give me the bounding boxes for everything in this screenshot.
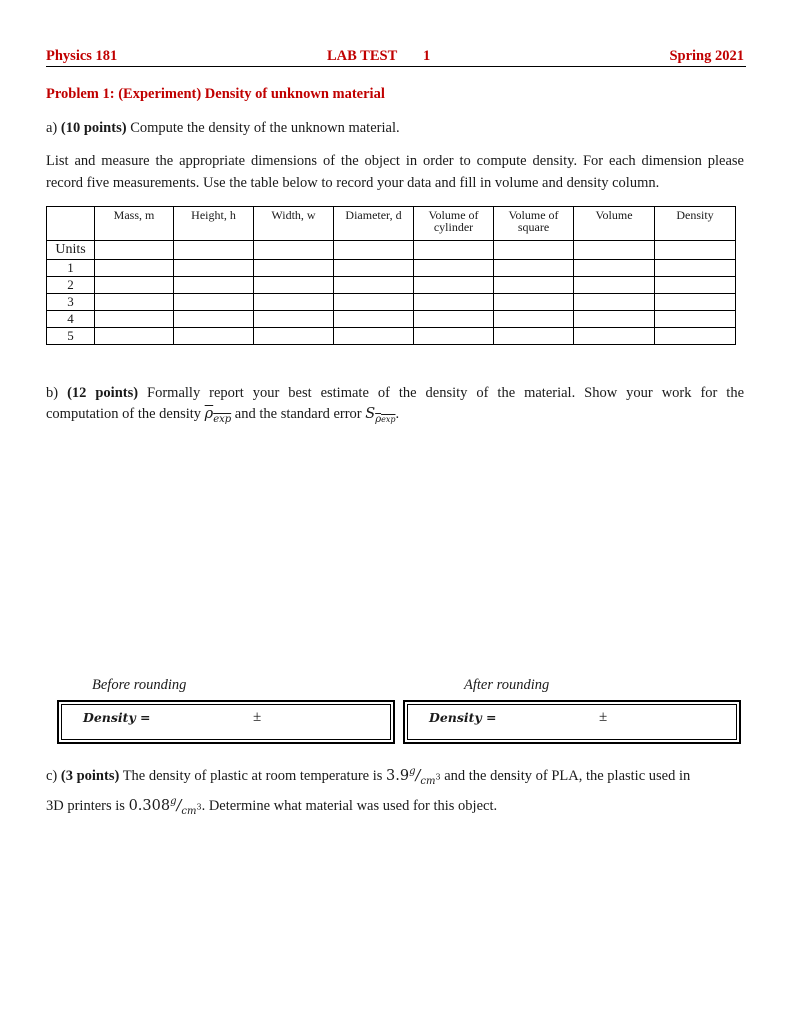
part-c-line1: [46, 766, 690, 787]
data-entry-cell[interactable]: [574, 277, 655, 294]
table-header-cell: Mass, m: [95, 207, 174, 241]
data-entry-cell[interactable]: [494, 260, 574, 277]
data-entry-cell[interactable]: [414, 328, 494, 345]
data-entry-cell[interactable]: [254, 277, 334, 294]
data-entry-cell[interactable]: [574, 260, 655, 277]
data-entry-cell[interactable]: [655, 294, 736, 311]
row-label-cell: 4: [47, 311, 95, 328]
data-entry-cell[interactable]: [655, 328, 736, 345]
unit-denominator: cm: [420, 775, 436, 787]
table-row: [47, 328, 736, 345]
data-entry-cell[interactable]: [574, 241, 655, 260]
part-b-points: (12 points): [67, 385, 139, 401]
rho-subscript: exp: [213, 413, 232, 425]
measurement-table: [46, 206, 736, 345]
part-c-label: c): [46, 767, 58, 784]
rho-symbol-sub: ρ: [375, 413, 382, 425]
part-b-line2: [46, 406, 399, 425]
data-entry-cell[interactable]: [174, 241, 254, 260]
table-row: [47, 311, 736, 328]
rho-exp-symbol: [204, 406, 232, 425]
table-header-cell: Height, h: [174, 207, 254, 241]
data-entry-cell[interactable]: [174, 311, 254, 328]
row-label-cell: 3: [47, 294, 95, 311]
data-entry-cell[interactable]: [414, 311, 494, 328]
after-rounding-caption: After rounding: [464, 677, 550, 693]
table-header-cell: Volume of square: [494, 207, 574, 241]
table-header-cell: Width, w: [254, 207, 334, 241]
part-c-line2: 3D printers is $0.308^g/_{cm^3}$. Determine what material was used for this object.: [46, 796, 498, 817]
row-label-cell: Units: [47, 241, 95, 260]
data-entry-cell[interactable]: [254, 311, 334, 328]
data-entry-cell[interactable]: [494, 328, 574, 345]
data-entry-cell[interactable]: [334, 277, 414, 294]
part-a-text: Compute the density of the unknown material.: [130, 120, 400, 136]
density-label: Density =: [429, 710, 497, 725]
test-title: LAB TEST: [327, 48, 398, 64]
data-entry-cell[interactable]: [655, 311, 736, 328]
data-entry-cell[interactable]: [494, 311, 574, 328]
part-a-points: (10 points): [60, 120, 127, 136]
unit-exponent: 3: [196, 802, 202, 812]
part-a-instructions-1: List and measure the appropriate dimensions of the object in order to compute density. For each dimension please: [46, 153, 744, 169]
part-a-label: a): [46, 120, 58, 136]
data-entry-cell[interactable]: [95, 277, 174, 294]
data-entry-cell[interactable]: [655, 241, 736, 260]
row-label-cell: 1: [47, 260, 95, 277]
data-entry-cell[interactable]: [574, 311, 655, 328]
data-entry-cell[interactable]: [494, 277, 574, 294]
part-c-text-2: 3D printers is: [46, 797, 125, 814]
data-entry-cell[interactable]: [334, 328, 414, 345]
table-row: [47, 277, 736, 294]
data-entry-cell[interactable]: [655, 260, 736, 277]
unit-numerator: g: [409, 766, 416, 777]
data-entry-cell[interactable]: [494, 241, 574, 260]
data-entry-cell[interactable]: [254, 241, 334, 260]
data-entry-cell[interactable]: [494, 294, 574, 311]
row-label-cell: 2: [47, 277, 95, 294]
density-label: Density =: [83, 710, 151, 725]
data-entry-cell[interactable]: [95, 311, 174, 328]
data-entry-cell[interactable]: [254, 294, 334, 311]
rho-symbol: ρ: [204, 406, 214, 422]
plastic-density-value: 3.9: [386, 767, 410, 784]
data-entry-cell[interactable]: [95, 328, 174, 345]
table-row: [47, 260, 736, 277]
part-b-period: .: [395, 406, 400, 422]
part-c-question: Determine what material was used for this object.: [208, 797, 498, 814]
part-b-text-3: and the standard error: [234, 406, 362, 422]
table-header-cell: Diameter, d: [334, 207, 414, 241]
unit-numerator: g: [170, 796, 177, 807]
data-entry-cell[interactable]: [334, 311, 414, 328]
table-row: [47, 241, 736, 260]
part-b-text: Formally report your best estimate of the density of the material. Show your work for the: [147, 385, 745, 401]
term: Spring 2021: [669, 48, 744, 64]
data-entry-cell[interactable]: [174, 328, 254, 345]
data-entry-cell[interactable]: [95, 241, 174, 260]
data-entry-cell[interactable]: [414, 294, 494, 311]
part-a-instructions-2: record five measurements. Use the table below to record your data and fill in volume and density column.: [46, 175, 660, 191]
part-b-prompt: [46, 385, 744, 402]
s-symbol: S: [365, 406, 376, 422]
data-entry-cell[interactable]: [655, 277, 736, 294]
data-entry-cell[interactable]: [414, 260, 494, 277]
table-header-row: [47, 207, 736, 241]
data-entry-cell[interactable]: [174, 294, 254, 311]
table-header-cell: Volume: [574, 207, 655, 241]
plus-minus-symbol: ±: [599, 709, 608, 725]
data-entry-cell[interactable]: [414, 277, 494, 294]
test-number: 1: [423, 48, 431, 64]
plus-minus-symbol: ±: [253, 709, 262, 725]
data-entry-cell[interactable]: [334, 294, 414, 311]
density-before-box[interactable]: [57, 700, 395, 744]
data-entry-cell[interactable]: [95, 294, 174, 311]
data-entry-cell[interactable]: [254, 328, 334, 345]
data-entry-cell[interactable]: [334, 241, 414, 260]
data-entry-cell[interactable]: [574, 328, 655, 345]
part-c-text-mid: and the density of PLA, the plastic used in: [444, 767, 691, 784]
pla-density-value: 0.308: [128, 797, 171, 814]
data-entry-cell[interactable]: [414, 241, 494, 260]
data-entry-cell[interactable]: [174, 277, 254, 294]
table-header-cell: [47, 207, 95, 241]
part-b-text-2: computation of the density: [46, 406, 202, 422]
data-entry-cell[interactable]: [95, 260, 174, 277]
part-b-label: b): [46, 385, 59, 401]
table-header-cell: Volume of cylinder: [414, 207, 494, 241]
data-entry-cell[interactable]: [334, 260, 414, 277]
before-rounding-caption: Before rounding: [92, 677, 187, 693]
table-header-cell: Density: [655, 207, 736, 241]
density-unit-1: $^g/_{cm^3}$: [409, 766, 441, 787]
data-entry-cell[interactable]: [174, 260, 254, 277]
density-after-box[interactable]: [403, 700, 741, 744]
data-entry-cell[interactable]: [574, 294, 655, 311]
table-row: [47, 294, 736, 311]
page-header: [46, 48, 746, 67]
unit-denominator: cm: [181, 805, 197, 817]
unit-exponent: 3: [435, 772, 441, 782]
part-c-text: The density of plastic at room temperature is: [122, 767, 383, 784]
rho-subscript-sub: exp: [381, 414, 396, 424]
part-c-points: (3 points): [60, 767, 120, 784]
part-a-prompt: [46, 120, 400, 137]
data-entry-cell[interactable]: [254, 260, 334, 277]
standard-error-symbol: [365, 406, 396, 425]
row-label-cell: 5: [47, 328, 95, 345]
course-name: Physics 181: [46, 48, 118, 64]
density-unit-2: $^g/_{cm^3}$: [170, 796, 202, 817]
problem-title: Problem 1: (Experiment) Density of unknown material: [46, 86, 385, 102]
